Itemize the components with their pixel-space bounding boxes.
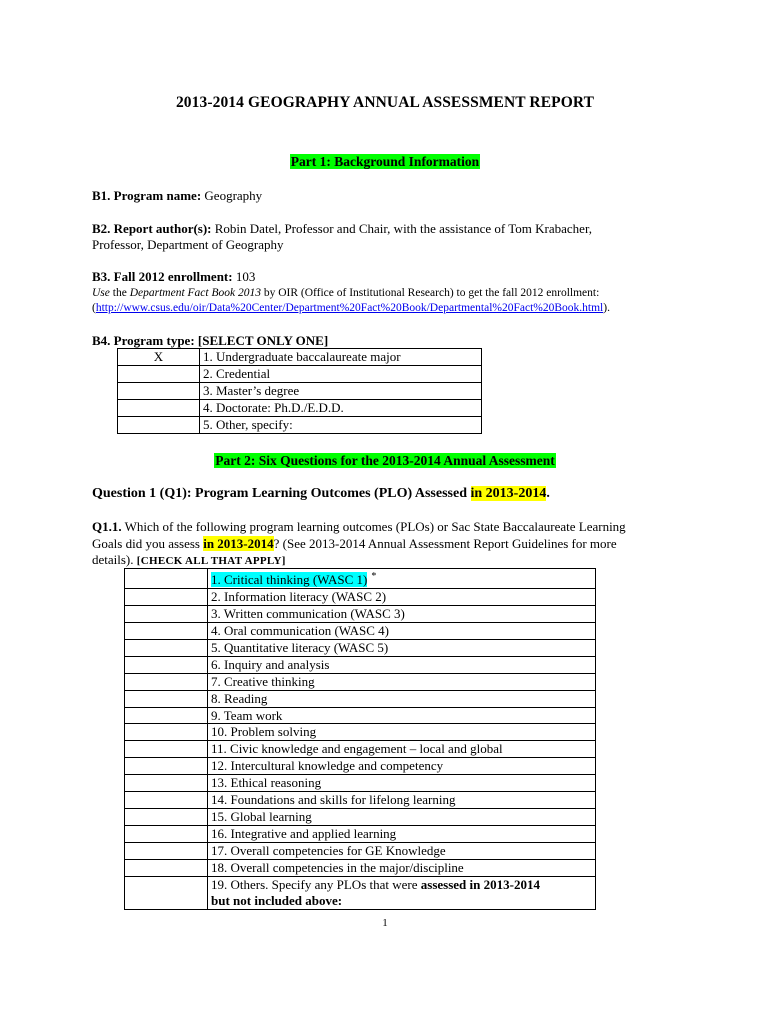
plo-label: 9. Team work <box>211 707 283 723</box>
q11-line2-post: ? (See 2013-2014 Annual Assessment Report Guidelines for more <box>273 536 617 551</box>
plo-row-other <box>125 876 596 909</box>
plo-label-cell <box>208 842 596 859</box>
plo-check-cell[interactable] <box>125 842 208 859</box>
program-type-label: 3. Master’s degree <box>200 382 482 399</box>
plo-label: 17. Overall competencies for GE Knowledge <box>211 842 446 858</box>
q11-details: details). <box>92 552 134 567</box>
plo-check-cell[interactable] <box>125 859 208 876</box>
b3-label: B3. Fall 2012 enrollment: <box>92 269 233 284</box>
b1-label: B1. Program name: <box>92 188 202 203</box>
plo-check-cell[interactable] <box>125 741 208 758</box>
plo-label: 2. Information literacy (WASC 2) <box>211 589 387 605</box>
plo-label-cell <box>208 656 596 673</box>
program-type-mark[interactable] <box>118 382 200 399</box>
plo-label: 13. Ethical reasoning <box>211 775 322 791</box>
plo-row <box>125 589 596 606</box>
plo-label: 12. Intercultural knowledge and competency <box>211 758 444 774</box>
plo-label-cell <box>208 569 596 589</box>
b3-note-use: Use <box>92 287 110 299</box>
plo-check-cell[interactable] <box>125 809 208 826</box>
plo-check-cell[interactable] <box>125 876 208 909</box>
b3-value: 103 <box>235 269 256 284</box>
plo-row <box>125 673 596 690</box>
plo-label-cell <box>208 639 596 656</box>
b2-value-line1: Robin Datel, Professor and Chair, with the assistance of Tom Krabacher, <box>214 221 593 236</box>
b3-row <box>92 269 255 285</box>
plo-label-cell <box>208 690 596 707</box>
b3-note-factbook: Department Fact Book 2013 <box>129 287 261 299</box>
plo-row <box>125 639 596 656</box>
plo-row <box>125 859 596 876</box>
plo-label: 8. Reading <box>211 690 268 706</box>
plo-check-cell[interactable] <box>125 569 208 589</box>
plo-label-cell <box>208 825 596 842</box>
plo-label-cell <box>208 859 596 876</box>
program-type-mark[interactable]: X <box>118 349 200 366</box>
plo-label-cell <box>208 758 596 775</box>
program-type-label: 5. Other, specify: <box>200 416 482 433</box>
plo-label-cell <box>208 707 596 724</box>
plo-label-cell <box>208 809 596 826</box>
plo-row <box>125 724 596 741</box>
plo-check-cell[interactable] <box>125 673 208 690</box>
b3-link-close: ). <box>603 302 610 314</box>
plo-row <box>125 775 596 792</box>
q1-heading-highlight: in 2013-2014 <box>470 486 547 501</box>
part1-heading: Part 1: Background Information <box>290 154 480 169</box>
plo-check-cell[interactable] <box>125 758 208 775</box>
b1-row <box>92 188 262 204</box>
b4-label: B4. Program type: [SELECT ONLY ONE] <box>92 333 329 348</box>
plo-label: 4. Oral communication (WASC 4) <box>211 623 389 639</box>
q11-label: Q1.1. <box>92 519 122 534</box>
plo-check-cell[interactable] <box>125 775 208 792</box>
plo-row <box>125 825 596 842</box>
plo-row <box>125 623 596 640</box>
part2-heading: Part 2: Six Questions for the 2013-2014 Annual Assessment <box>215 453 555 468</box>
report-title: 2013-2014 GEOGRAPHY ANNUAL ASSESSMENT REPORT <box>175 94 595 111</box>
plo-other-cell[interactable] <box>208 876 596 909</box>
plo-check-cell[interactable] <box>125 656 208 673</box>
program-type-label: 1. Undergraduate baccalaureate major <box>200 349 482 366</box>
plo-label-cell <box>208 623 596 640</box>
q11-line2-highlight: in 2013-2014 <box>203 536 274 551</box>
plo-tick-mark: * <box>371 571 377 582</box>
plo-label-cell <box>208 724 596 741</box>
plo-label: 16. Integrative and applied learning <box>211 825 397 841</box>
plo-label-cell <box>208 792 596 809</box>
b2-label: B2. Report author(s): <box>92 221 212 236</box>
plo-label: 18. Overall competencies in the major/discipline <box>211 859 464 875</box>
program-type-row <box>118 365 482 382</box>
page-number: 1 <box>382 917 388 929</box>
plo-row <box>125 809 596 826</box>
plo-row <box>125 569 596 589</box>
b3-link-row <box>92 301 610 316</box>
plo-check-cell[interactable] <box>125 825 208 842</box>
program-type-table <box>117 348 482 434</box>
plo-check-cell[interactable] <box>125 724 208 741</box>
plo-check-cell[interactable] <box>125 792 208 809</box>
plo-other-pre: 19. Others. Specify any PLOs that were <box>211 876 418 892</box>
b3-note-the: the <box>112 287 127 299</box>
b2-row <box>92 221 592 237</box>
program-type-mark[interactable] <box>118 399 200 416</box>
plo-label-cell <box>208 589 596 606</box>
b2-value-line2: Professor, Department of Geography <box>92 237 284 252</box>
q11-check-all: [CHECK ALL THAT APPLY] <box>136 555 286 567</box>
program-type-mark[interactable] <box>118 416 200 433</box>
program-type-mark[interactable] <box>118 365 200 382</box>
plo-table <box>124 568 596 910</box>
plo-label: 1. Critical thinking (WASC 1) <box>211 572 368 588</box>
plo-label-cell <box>208 606 596 623</box>
q1-heading-end: . <box>546 486 550 501</box>
plo-row <box>125 741 596 758</box>
q11-line3 <box>92 552 286 569</box>
b3-note <box>92 286 599 301</box>
b3-note-rest: by OIR (Office of Institutional Research) to get the fall 2012 enrollment: <box>263 287 600 299</box>
plo-check-cell[interactable] <box>125 589 208 606</box>
plo-label: 3. Written communication (WASC 3) <box>211 606 405 622</box>
plo-label-cell <box>208 673 596 690</box>
q1-heading-text: Question 1 (Q1): Program Learning Outcomes (PLO) Assessed <box>92 486 467 501</box>
plo-label-cell <box>208 741 596 758</box>
program-type-row <box>118 416 482 433</box>
plo-row <box>125 842 596 859</box>
plo-label: 6. Inquiry and analysis <box>211 656 330 672</box>
plo-check-cell[interactable] <box>125 690 208 707</box>
plo-other-bold1: assessed in 2013-2014 <box>420 876 540 892</box>
part2-heading-wrap <box>0 452 770 470</box>
plo-label: 14. Foundations and skills for lifelong learning <box>211 792 456 808</box>
plo-row <box>125 707 596 724</box>
q1-heading <box>92 485 550 503</box>
program-type-row <box>118 349 482 366</box>
q11-line1-text: Which of the following program learning outcomes (PLOs) or Sac State Baccalaureate Learning <box>124 519 626 534</box>
plo-label: 10. Problem solving <box>211 724 317 740</box>
plo-other-bold2: but not included above: <box>211 892 343 908</box>
program-type-label: 2. Credential <box>200 365 482 382</box>
plo-check-cell[interactable] <box>125 639 208 656</box>
plo-row <box>125 758 596 775</box>
program-type-label: 4. Doctorate: Ph.D./E.D.D. <box>200 399 482 416</box>
plo-row <box>125 792 596 809</box>
b1-value: Geography <box>204 188 263 203</box>
plo-check-cell[interactable] <box>125 707 208 724</box>
part1-heading-wrap <box>0 153 770 171</box>
factbook-link[interactable]: http://www.csus.edu/oir/Data%20Center/Department%20Fact%20Book/Departmental%20Fact%20Book.html <box>95 302 604 314</box>
plo-row <box>125 690 596 707</box>
plo-label: 15. Global learning <box>211 809 312 825</box>
q11-line2 <box>92 536 617 552</box>
plo-label: 5. Quantitative literacy (WASC 5) <box>211 639 389 655</box>
program-type-row <box>118 382 482 399</box>
plo-check-cell[interactable] <box>125 623 208 640</box>
plo-label: 11. Civic knowledge and engagement – local and global <box>211 741 503 757</box>
q11-line1 <box>92 519 626 535</box>
plo-label: 7. Creative thinking <box>211 673 315 689</box>
plo-check-cell[interactable] <box>125 606 208 623</box>
b3-link-open: ( <box>92 302 96 314</box>
plo-row <box>125 606 596 623</box>
program-type-row <box>118 399 482 416</box>
q11-line2-pre: Goals did you assess <box>92 536 200 551</box>
plo-row <box>125 656 596 673</box>
plo-label-cell <box>208 775 596 792</box>
